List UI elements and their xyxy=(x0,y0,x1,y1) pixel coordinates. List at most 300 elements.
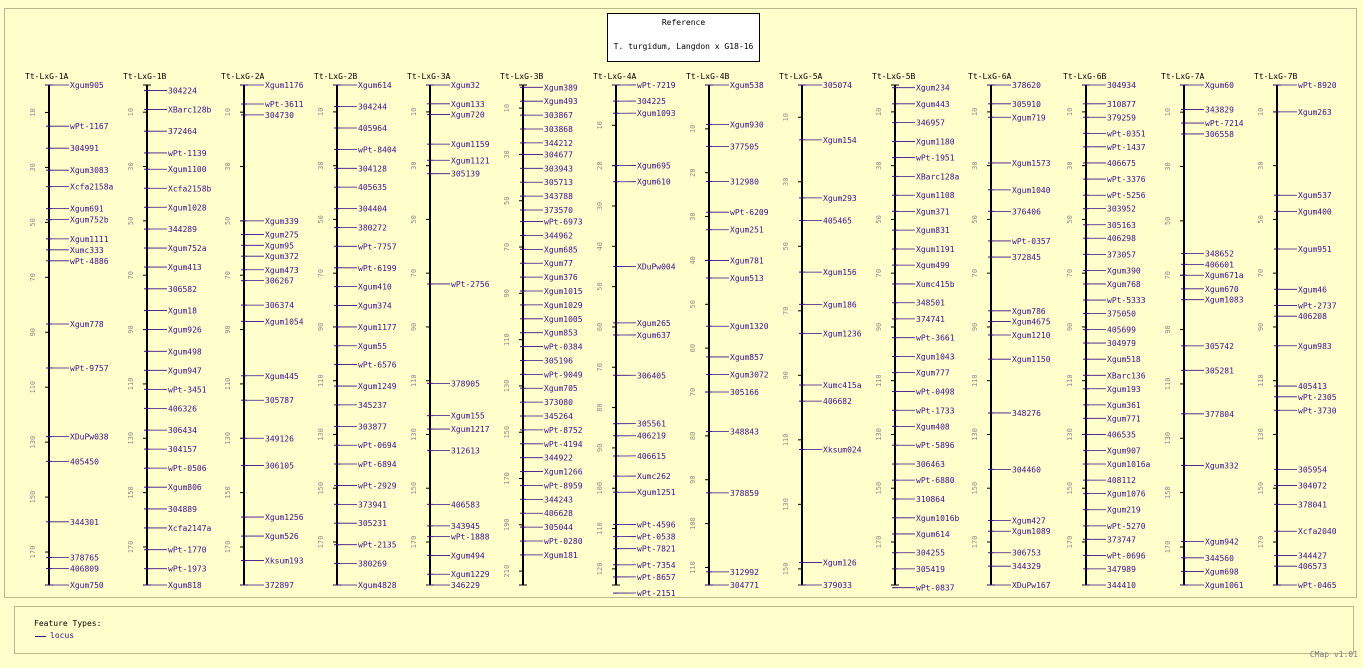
locus-label[interactable]: Xgum389 xyxy=(544,83,578,93)
locus-label[interactable]: 344329 xyxy=(1012,562,1041,572)
locus-label[interactable]: wPt-0538 xyxy=(637,532,676,542)
locus-label[interactable]: 346957 xyxy=(916,118,945,128)
locus-label[interactable]: 305163 xyxy=(1107,220,1136,230)
locus-label[interactable]: Xgum907 xyxy=(1107,446,1141,456)
locus-label[interactable]: Xgum18 xyxy=(168,306,197,316)
locus-label[interactable]: Xgum1093 xyxy=(637,109,676,119)
locus-label[interactable]: Xgum293 xyxy=(823,193,857,203)
locus-label[interactable]: Xgum1266 xyxy=(544,467,583,477)
locus-label[interactable]: Xgum1177 xyxy=(358,322,397,332)
locus-label[interactable]: Xgum610 xyxy=(637,177,671,187)
locus-label[interactable]: XBarc136 xyxy=(1107,371,1146,381)
locus-label[interactable]: Xgum1320 xyxy=(730,322,769,332)
locus-label[interactable]: wPt-1139 xyxy=(168,148,207,158)
locus-label[interactable]: Xgum186 xyxy=(823,300,857,310)
locus-label[interactable]: Xgum1089 xyxy=(1012,527,1051,537)
locus-label[interactable]: Xgum685 xyxy=(544,245,578,255)
map-title[interactable]: Tt-LxG-7B xyxy=(1254,72,1298,81)
locus-label[interactable]: wPt-1888 xyxy=(451,532,490,542)
locus-label[interactable]: 373570 xyxy=(544,206,573,215)
locus-label[interactable]: Xgum1159 xyxy=(451,140,490,150)
locus-label[interactable]: 304677 xyxy=(544,150,573,160)
locus-label[interactable]: 305044 xyxy=(544,523,573,533)
locus-label[interactable]: 312613 xyxy=(451,446,480,456)
locus-label[interactable]: wPt-8404 xyxy=(358,145,397,155)
map-title[interactable]: Tt-LxG-7A xyxy=(1161,72,1205,81)
locus-label[interactable]: 304244 xyxy=(358,102,387,112)
locus-label[interactable]: 378041 xyxy=(1298,500,1327,510)
locus-label[interactable]: 376406 xyxy=(1012,207,1041,217)
locus-label[interactable]: 304404 xyxy=(358,204,387,214)
locus-label[interactable]: Xgum806 xyxy=(168,483,202,493)
locus-label[interactable]: Xgum1100 xyxy=(168,165,207,175)
locus-label[interactable]: wPt-1167 xyxy=(70,122,109,132)
locus-label[interactable]: Xgum413 xyxy=(168,263,202,273)
locus-label[interactable]: Xgum265 xyxy=(637,318,671,328)
locus-label[interactable]: 306753 xyxy=(1012,548,1041,558)
locus-label[interactable]: Xgum750 xyxy=(70,581,104,590)
locus-label[interactable]: Xgum46 xyxy=(1298,285,1327,295)
locus-label[interactable]: wPt-9757 xyxy=(70,363,109,373)
locus-label[interactable]: 348501 xyxy=(916,298,945,308)
locus-label[interactable]: 405465 xyxy=(823,216,852,226)
locus-label[interactable]: 379033 xyxy=(823,581,852,590)
locus-label[interactable]: 344212 xyxy=(544,138,573,148)
locus-label[interactable]: 310877 xyxy=(1107,99,1136,109)
locus-label[interactable]: Xumc333 xyxy=(70,245,104,255)
map-title[interactable]: Tt-LxG-4A xyxy=(593,72,637,81)
locus-label[interactable]: Xgum1251 xyxy=(637,488,676,498)
locus-label[interactable]: wPt-0498 xyxy=(916,387,955,397)
locus-label[interactable]: wPt-0506 xyxy=(168,464,207,474)
locus-label[interactable]: 305139 xyxy=(451,169,480,179)
locus-label[interactable]: wPt-6199 xyxy=(358,263,397,273)
locus-label[interactable]: 305561 xyxy=(637,419,666,429)
locus-label[interactable]: 406326 xyxy=(168,404,197,414)
locus-label[interactable]: 304224 xyxy=(168,86,197,96)
locus-label[interactable]: 380269 xyxy=(358,559,387,569)
locus-label[interactable]: wPt-6973 xyxy=(544,217,583,227)
locus-label[interactable]: 303952 xyxy=(1107,204,1136,214)
locus-label[interactable]: wPt-3730 xyxy=(1298,406,1337,416)
locus-label[interactable]: Xgum339 xyxy=(265,216,299,226)
locus-label[interactable]: 304730 xyxy=(265,110,294,120)
locus-label[interactable]: Xgum77 xyxy=(544,259,573,269)
locus-label[interactable]: wPt-6209 xyxy=(730,208,769,218)
locus-label[interactable]: 406628 xyxy=(544,509,573,519)
locus-label[interactable]: Xgum705 xyxy=(544,384,578,394)
locus-label[interactable]: 373747 xyxy=(1107,535,1136,545)
locus-label[interactable]: Xgum768 xyxy=(1107,279,1141,289)
locus-label[interactable]: Xgum818 xyxy=(168,581,202,590)
locus-label[interactable]: 406615 xyxy=(637,451,666,461)
locus-label[interactable]: 405964 xyxy=(358,124,387,134)
locus-label[interactable]: Xgum1121 xyxy=(451,156,490,166)
locus-label[interactable]: Xgum155 xyxy=(451,411,485,421)
locus-label[interactable]: 348276 xyxy=(1012,408,1041,418)
locus-label[interactable]: 306405 xyxy=(637,371,666,381)
locus-label[interactable]: wPt-0694 xyxy=(358,441,397,451)
locus-label[interactable]: 405699 xyxy=(1107,325,1136,335)
locus-label[interactable]: wPt-1437 xyxy=(1107,142,1146,152)
locus-label[interactable]: 306558 xyxy=(1205,129,1234,139)
locus-label[interactable]: 406675 xyxy=(1107,158,1136,168)
locus-label[interactable]: Xgum1229 xyxy=(451,570,490,580)
locus-label[interactable]: 345264 xyxy=(544,412,573,422)
locus-label[interactable]: wPt-2929 xyxy=(358,481,397,491)
locus-label[interactable]: wPt-0837 xyxy=(916,583,955,593)
locus-label[interactable]: Xgum1150 xyxy=(1012,355,1051,365)
locus-label[interactable]: 406298 xyxy=(1107,234,1136,244)
locus-label[interactable]: Xumc262 xyxy=(637,472,671,482)
locus-label[interactable]: Xgum1249 xyxy=(358,382,397,392)
locus-label[interactable]: Xgum133 xyxy=(451,99,485,109)
locus-label[interactable]: Xgum410 xyxy=(358,282,392,292)
locus-label[interactable]: 312992 xyxy=(730,567,759,577)
locus-label[interactable]: Xgum498 xyxy=(168,347,202,357)
map-title[interactable]: Tt-LxG-4B xyxy=(686,72,730,81)
locus-label[interactable]: wPt-0696 xyxy=(1107,551,1146,561)
locus-label[interactable]: Xgum1016a xyxy=(1107,460,1151,470)
locus-label[interactable]: 406682 xyxy=(823,397,852,407)
locus-label[interactable]: Xgum1043 xyxy=(916,352,955,362)
locus-label[interactable]: Xgum720 xyxy=(451,110,485,120)
locus-label[interactable]: Xgum219 xyxy=(1107,505,1141,515)
locus-label[interactable]: Xgum493 xyxy=(544,97,578,107)
locus-label[interactable]: 373057 xyxy=(1107,250,1136,260)
locus-label[interactable]: 306434 xyxy=(168,426,197,436)
locus-label[interactable]: 306582 xyxy=(168,284,197,294)
locus-label[interactable]: 304255 xyxy=(916,548,945,558)
locus-label[interactable]: Xgum263 xyxy=(1298,107,1332,117)
locus-label[interactable]: Xgum234 xyxy=(916,83,950,93)
locus-label[interactable]: wPt-1770 xyxy=(168,545,207,555)
map-title[interactable]: Tt-LxG-6A xyxy=(968,72,1012,81)
locus-label[interactable]: 304991 xyxy=(70,144,99,154)
locus-label[interactable]: Xgum3072 xyxy=(730,370,769,380)
locus-label[interactable]: 349126 xyxy=(265,434,294,444)
locus-label[interactable]: 373941 xyxy=(358,500,387,510)
locus-label[interactable]: Xgum499 xyxy=(916,261,950,271)
locus-label[interactable]: Xgum719 xyxy=(1012,113,1046,123)
locus-label[interactable]: wPt-6880 xyxy=(916,476,955,486)
locus-label[interactable]: Xgum1256 xyxy=(265,513,304,523)
locus-label[interactable]: 305166 xyxy=(730,388,759,398)
locus-label[interactable]: Xgum951 xyxy=(1298,244,1332,254)
locus-label[interactable]: 377804 xyxy=(1205,409,1234,419)
locus-label[interactable]: wPt-2135 xyxy=(358,540,397,550)
locus-label[interactable]: 372897 xyxy=(265,581,294,590)
locus-label[interactable]: 304225 xyxy=(637,97,666,107)
locus-label[interactable]: 405413 xyxy=(1298,382,1327,392)
map-title[interactable]: Tt-LxG-1B xyxy=(123,72,167,81)
locus-label[interactable]: 305742 xyxy=(1205,341,1234,351)
locus-label[interactable]: Xgum376 xyxy=(544,273,578,283)
locus-label[interactable]: 372464 xyxy=(168,127,197,137)
locus-label[interactable]: 378905 xyxy=(451,379,480,389)
locus-label[interactable]: Xgum752a xyxy=(168,244,207,254)
locus-label[interactable]: 406601 xyxy=(1205,260,1234,270)
locus-label[interactable]: 373080 xyxy=(544,398,573,408)
map-title[interactable]: Tt-LxG-5B xyxy=(872,72,916,81)
locus-label[interactable]: wPt-0280 xyxy=(544,537,583,547)
locus-label[interactable]: 345237 xyxy=(358,400,387,410)
locus-label[interactable]: Xgum32 xyxy=(451,81,480,90)
locus-label[interactable]: Xksum024 xyxy=(823,445,862,455)
locus-label[interactable]: wPt-6576 xyxy=(358,360,397,370)
locus-label[interactable]: Xgum95 xyxy=(265,241,294,251)
locus-label[interactable]: 304889 xyxy=(168,504,197,514)
locus-label[interactable]: Xgum4675 xyxy=(1012,317,1051,327)
locus-label[interactable]: 344243 xyxy=(544,495,573,505)
locus-label[interactable]: wPt-4886 xyxy=(70,256,109,266)
locus-label[interactable]: Xgum614 xyxy=(358,81,392,90)
locus-label[interactable]: Xgum275 xyxy=(265,230,299,240)
locus-label[interactable]: Xgum494 xyxy=(451,551,485,561)
locus-label[interactable]: 372845 xyxy=(1012,253,1041,263)
locus-label[interactable]: Xgum473 xyxy=(265,265,299,275)
locus-label[interactable]: Xgum400 xyxy=(1298,207,1332,217)
locus-label[interactable]: wPt-4596 xyxy=(637,520,676,530)
locus-label[interactable]: Xgum752b xyxy=(70,215,109,225)
locus-label[interactable]: Xgum691 xyxy=(70,204,104,214)
map-title[interactable]: Tt-LxG-5A xyxy=(779,72,823,81)
locus-label[interactable]: Xgum154 xyxy=(823,135,857,145)
locus-label[interactable]: 374741 xyxy=(916,314,945,324)
locus-label[interactable]: Xgum853 xyxy=(544,328,578,338)
locus-label[interactable]: 406583 xyxy=(451,500,480,510)
locus-label[interactable]: 304128 xyxy=(358,164,387,174)
locus-label[interactable]: wPt-2151 xyxy=(637,589,676,598)
locus-label[interactable]: Xgum1176 xyxy=(265,81,304,90)
locus-label[interactable]: 304072 xyxy=(1298,481,1327,491)
locus-label[interactable]: 344560 xyxy=(1205,553,1234,563)
locus-label[interactable]: 377505 xyxy=(730,142,759,152)
locus-label[interactable]: wPt-8920 xyxy=(1298,81,1337,90)
locus-label[interactable]: wPt-9049 xyxy=(544,370,583,380)
locus-label[interactable]: wPt-0357 xyxy=(1012,236,1051,246)
locus-label[interactable]: Xgum777 xyxy=(916,368,950,378)
locus-label[interactable]: Xgum857 xyxy=(730,352,764,362)
locus-label[interactable]: 305231 xyxy=(358,519,387,529)
locus-label[interactable]: Xgum1028 xyxy=(168,203,207,213)
locus-label[interactable]: Xgum637 xyxy=(637,330,671,340)
locus-label[interactable]: Xgum361 xyxy=(1107,400,1141,410)
locus-label[interactable]: wPt-5896 xyxy=(916,441,955,451)
locus-label[interactable]: wPt-7757 xyxy=(358,242,397,252)
locus-label[interactable]: Xgum1573 xyxy=(1012,158,1051,168)
locus-label[interactable]: wPt-7821 xyxy=(637,544,676,554)
locus-label[interactable]: 306374 xyxy=(265,301,294,311)
locus-label[interactable]: wPt-1973 xyxy=(168,564,207,574)
locus-label[interactable]: Xumc415b xyxy=(916,279,955,289)
locus-label[interactable]: 305954 xyxy=(1298,465,1327,475)
locus-label[interactable]: XDuPw038 xyxy=(70,432,109,442)
locus-label[interactable]: Xgum537 xyxy=(1298,191,1332,201)
locus-label[interactable]: Xgum371 xyxy=(916,207,950,217)
locus-label[interactable]: Xgum670 xyxy=(1205,284,1239,294)
locus-label[interactable]: 406535 xyxy=(1107,430,1136,440)
locus-label[interactable]: wPt-2756 xyxy=(451,279,490,289)
locus-label[interactable]: wPt-5333 xyxy=(1107,296,1146,306)
locus-label[interactable]: Xgum1191 xyxy=(916,244,955,254)
locus-label[interactable]: Xgum831 xyxy=(916,226,950,236)
locus-label[interactable]: Xgum1015 xyxy=(544,287,583,297)
locus-label[interactable]: Xgum781 xyxy=(730,256,764,266)
locus-label[interactable]: 303868 xyxy=(544,124,573,134)
locus-label[interactable]: Xgum526 xyxy=(265,532,299,542)
map-title[interactable]: Tt-LxG-3B xyxy=(500,72,544,81)
locus-label[interactable]: wPt-3451 xyxy=(168,385,207,395)
map-title[interactable]: Tt-LxG-2B xyxy=(314,72,358,81)
locus-label[interactable]: 406573 xyxy=(1298,562,1327,572)
locus-label[interactable]: Xcfa2158b xyxy=(168,184,212,194)
locus-label[interactable]: wPt-8959 xyxy=(544,481,583,491)
locus-label[interactable]: wPt-8657 xyxy=(637,572,676,582)
locus-label[interactable]: 343945 xyxy=(451,521,480,531)
locus-label[interactable]: 406809 xyxy=(70,564,99,574)
locus-label[interactable]: Xgum193 xyxy=(1107,384,1141,394)
locus-label[interactable]: Xgum1111 xyxy=(70,234,109,244)
locus-label[interactable]: 303943 xyxy=(544,164,573,174)
locus-label[interactable]: Xgum1217 xyxy=(451,425,490,435)
locus-label[interactable]: 344410 xyxy=(1107,581,1136,590)
locus-label[interactable]: Xgum156 xyxy=(823,268,857,278)
locus-label[interactable]: Xgum786 xyxy=(1012,306,1046,316)
locus-label[interactable]: 344427 xyxy=(1298,551,1327,561)
locus-label[interactable]: Xgum905 xyxy=(70,81,104,90)
locus-label[interactable]: Xgum126 xyxy=(823,558,857,568)
locus-label[interactable]: 405635 xyxy=(358,183,387,193)
locus-label[interactable]: Xgum443 xyxy=(916,99,950,109)
locus-label[interactable]: Xgum614 xyxy=(916,529,950,539)
locus-label[interactable]: wPt-5256 xyxy=(1107,191,1146,201)
locus-label[interactable]: Xgum1005 xyxy=(544,314,583,324)
locus-label[interactable]: XBarc128b xyxy=(168,105,212,115)
locus-label[interactable]: Xgum926 xyxy=(168,325,202,335)
locus-label[interactable]: wPt-2305 xyxy=(1298,392,1337,402)
locus-label[interactable]: 378765 xyxy=(70,553,99,563)
locus-label[interactable]: wPt-7214 xyxy=(1205,119,1244,129)
locus-label[interactable]: Xgum1029 xyxy=(544,300,583,310)
locus-label[interactable]: XDuPw004 xyxy=(637,262,676,272)
locus-label[interactable]: 348652 xyxy=(1205,249,1234,259)
locus-label[interactable]: Xgum1108 xyxy=(916,191,955,201)
locus-label[interactable]: wPt-3611 xyxy=(265,100,304,110)
map-title[interactable]: Tt-LxG-1A xyxy=(25,72,69,81)
locus-label[interactable]: wPt-3661 xyxy=(916,333,955,343)
locus-label[interactable]: 305196 xyxy=(544,356,573,366)
locus-label[interactable]: 347989 xyxy=(1107,564,1136,574)
locus-label[interactable]: Xgum513 xyxy=(730,273,764,283)
locus-label[interactable]: 379259 xyxy=(1107,113,1136,123)
locus-label[interactable]: 306463 xyxy=(916,460,945,470)
locus-label[interactable]: 406208 xyxy=(1298,312,1327,322)
locus-label[interactable]: wPt-8752 xyxy=(544,425,583,435)
locus-label[interactable]: 380272 xyxy=(358,223,387,233)
locus-label[interactable]: 305713 xyxy=(544,178,573,188)
locus-label[interactable]: Xgum4828 xyxy=(358,581,397,590)
locus-label[interactable]: Xgum408 xyxy=(916,422,950,432)
locus-label[interactable]: Xgum942 xyxy=(1205,537,1239,547)
locus-label[interactable]: Xgum55 xyxy=(358,341,387,351)
locus-label[interactable]: Xgum1061 xyxy=(1205,581,1244,590)
locus-label[interactable]: 405450 xyxy=(70,457,99,467)
locus-label[interactable]: Xgum1016b xyxy=(916,513,960,523)
locus-label[interactable]: Xgum778 xyxy=(70,320,104,330)
locus-label[interactable]: Xgum427 xyxy=(1012,516,1046,526)
locus-label[interactable]: Xgum374 xyxy=(358,301,392,311)
locus-label[interactable]: 310864 xyxy=(916,494,945,504)
locus-label[interactable]: Xcfa2147a xyxy=(168,523,212,533)
locus-label[interactable]: 305910 xyxy=(1012,99,1041,109)
locus-label[interactable]: XDuPw167 xyxy=(1012,581,1051,590)
locus-label[interactable]: 304934 xyxy=(1107,81,1136,90)
locus-label[interactable]: Xgum1210 xyxy=(1012,331,1051,340)
locus-label[interactable]: wPt-2737 xyxy=(1298,301,1337,311)
locus-label[interactable]: Xgum698 xyxy=(1205,567,1239,577)
locus-label[interactable]: Xgum1040 xyxy=(1012,185,1051,195)
locus-label[interactable]: Xgum60 xyxy=(1205,81,1234,90)
locus-label[interactable]: 344962 xyxy=(544,231,573,241)
locus-label[interactable]: Xgum695 xyxy=(637,161,671,171)
locus-label[interactable]: 312980 xyxy=(730,177,759,187)
locus-label[interactable]: wPt-0465 xyxy=(1298,581,1337,590)
locus-label[interactable]: 406219 xyxy=(637,431,666,441)
locus-label[interactable]: Xgum181 xyxy=(544,550,578,560)
locus-label[interactable]: 305074 xyxy=(823,81,852,90)
locus-label[interactable]: Xcfa2158a xyxy=(70,182,114,192)
locus-label[interactable]: wPt-6894 xyxy=(358,460,397,470)
locus-label[interactable]: 305281 xyxy=(1205,366,1234,376)
locus-label[interactable]: Xgum538 xyxy=(730,81,764,90)
locus-label[interactable]: Xcfa2040 xyxy=(1298,527,1337,537)
map-title[interactable]: Tt-LxG-3A xyxy=(407,72,451,81)
locus-label[interactable]: Xgum1054 xyxy=(265,317,304,327)
locus-label[interactable]: Xgum983 xyxy=(1298,341,1332,351)
locus-label[interactable]: wPt-7354 xyxy=(637,560,676,570)
locus-label[interactable]: Xgum947 xyxy=(168,366,202,376)
locus-label[interactable]: 304460 xyxy=(1012,465,1041,475)
locus-label[interactable]: 305419 xyxy=(916,564,945,574)
locus-label[interactable]: Xgum372 xyxy=(265,252,299,262)
locus-label[interactable]: 304979 xyxy=(1107,339,1136,349)
locus-label[interactable]: Xgum518 xyxy=(1107,355,1141,365)
map-title[interactable]: Tt-LxG-2A xyxy=(221,72,265,81)
locus-label[interactable]: 306267 xyxy=(265,276,294,286)
locus-label[interactable]: wPt-0384 xyxy=(544,342,583,352)
locus-label[interactable]: 348843 xyxy=(730,427,759,437)
locus-label[interactable]: wPt-0351 xyxy=(1107,129,1146,139)
locus-label[interactable]: Xgum445 xyxy=(265,371,299,381)
locus-label[interactable]: Xgum390 xyxy=(1107,266,1141,276)
locus-label[interactable]: 378620 xyxy=(1012,81,1041,90)
locus-label[interactable]: 408112 xyxy=(1107,476,1136,486)
locus-label[interactable]: Xgum1180 xyxy=(916,137,955,147)
locus-label[interactable]: wPt-1951 xyxy=(916,153,955,163)
locus-label[interactable]: 375050 xyxy=(1107,309,1136,319)
locus-label[interactable]: 344301 xyxy=(70,517,99,527)
locus-label[interactable]: 343788 xyxy=(544,192,573,202)
locus-label[interactable]: 306105 xyxy=(265,461,294,471)
locus-label[interactable]: wPt-7219 xyxy=(637,80,676,90)
locus-label[interactable]: Xgum930 xyxy=(730,120,764,130)
locus-label[interactable]: Xgum1076 xyxy=(1107,489,1146,499)
locus-label[interactable]: 346229 xyxy=(451,581,480,590)
locus-label[interactable]: Xgum1236 xyxy=(823,329,862,339)
locus-label[interactable]: 304771 xyxy=(730,581,759,590)
locus-label[interactable]: wPt-1733 xyxy=(916,406,955,416)
